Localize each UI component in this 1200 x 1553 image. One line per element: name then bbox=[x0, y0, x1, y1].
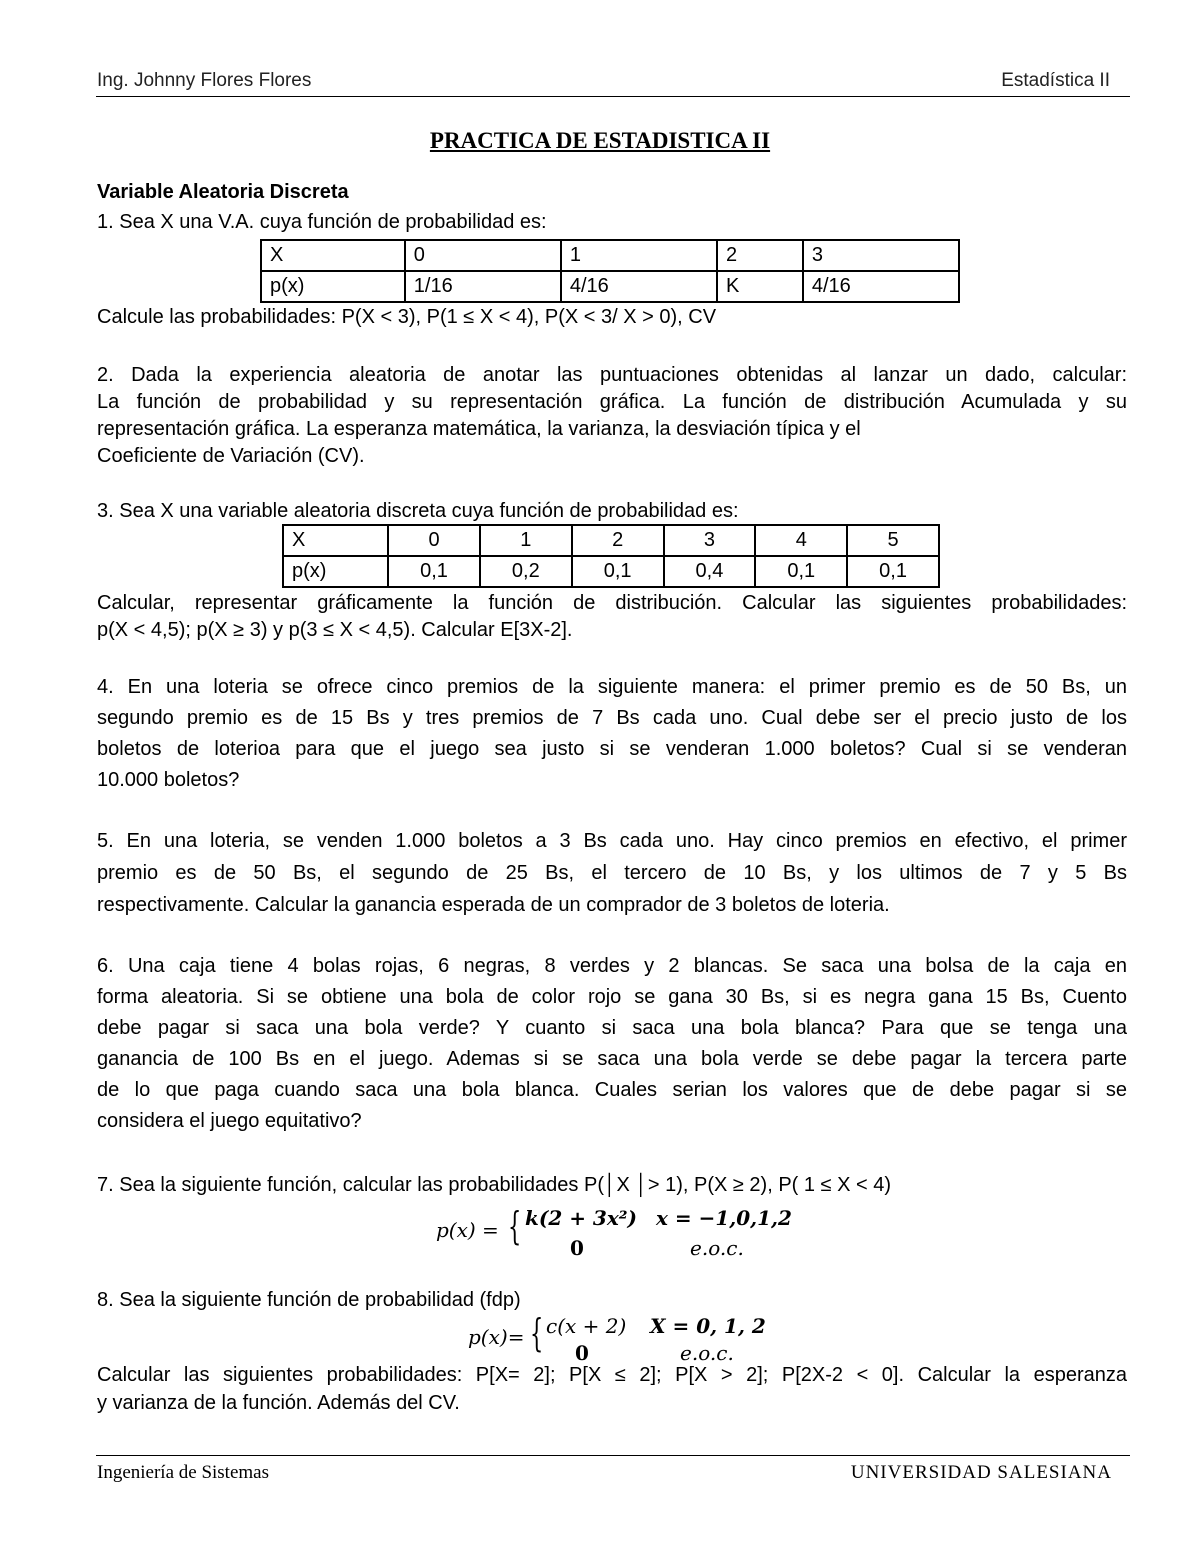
problem-4-line: 10.000 boletos? bbox=[97, 769, 240, 791]
formula-case1-expr: c(x + 2) bbox=[546, 1314, 627, 1338]
formula-case1-expr: k(2 + 3x²) bbox=[525, 1206, 637, 1230]
formula-brace: { bbox=[530, 1311, 544, 1355]
footer-university: UNIVERSIDAD SALESIANA bbox=[850, 1462, 1112, 1483]
problem-3-table bbox=[282, 524, 940, 588]
problem-8-question: y varianza de la función. Además del CV. bbox=[97, 1392, 460, 1414]
formula-case2-expr: 0 bbox=[575, 1341, 589, 1365]
table-cell: 0,1 bbox=[388, 556, 480, 587]
problem-7-intro: 7. Sea la siguiente función, calcular las probabilidades P(│X │> 1), P(X ≥ 2), P( 1 ≤ X < 4) bbox=[97, 1174, 892, 1196]
table-cell: 2 bbox=[717, 240, 803, 271]
table-cell: 1 bbox=[561, 240, 717, 271]
table-row bbox=[261, 271, 959, 302]
table-row bbox=[283, 556, 939, 587]
problem-6-line: ganancia de 100 Bs en el juego. Ademas si se saca una bola verde se debe pagar la tercera parte bbox=[97, 1048, 1127, 1070]
table-cell: 0 bbox=[388, 525, 480, 556]
formula-brace: { bbox=[508, 1204, 522, 1248]
table-cell: 2 bbox=[572, 525, 664, 556]
table-cell: 1/16 bbox=[405, 271, 561, 302]
problem-6-line: considera el juego equitativo? bbox=[97, 1110, 362, 1132]
problem-3-question: p(X < 4,5); p(X ≥ 3) y p(3 ≤ X < 4,5). Calcular E[3X-2]. bbox=[97, 619, 573, 641]
formula-case1-cond: x = −1,0,1,2 bbox=[656, 1206, 792, 1230]
header-rule bbox=[96, 96, 1130, 97]
problem-5-line: 5. En una loteria, se venden 1.000 boletos a 3 Bs cada uno. Hay cinco premios en efectivo, el primer bbox=[97, 830, 1127, 852]
problem-4-line: 4. En una loteria se ofrece cinco premios de la siguiente manera: el primer premio es de 50 Bs, un bbox=[97, 676, 1127, 698]
table-cell: p(x) bbox=[283, 556, 388, 587]
problem-1-question: Calcule las probabilidades: P(X < 3), P(1 ≤ X < 4), P(X < 3/ X > 0), CV bbox=[97, 306, 717, 328]
header-course: Estadística II bbox=[1001, 70, 1110, 91]
table-cell: 0,2 bbox=[480, 556, 572, 587]
page-title: PRACTICA DE ESTADISTICA II bbox=[429, 128, 771, 153]
table-row bbox=[283, 525, 939, 556]
problem-2-line: representación gráfica. La esperanza matemática, la varianza, la desviación típica y el bbox=[97, 418, 861, 440]
table-cell: 3 bbox=[803, 240, 959, 271]
table-cell: X bbox=[283, 525, 388, 556]
problem-6-line: debe pagar si saca una bola verde? Y cuanto si saca una bola blanca? Para que se tenga una bbox=[97, 1017, 1127, 1039]
problem-2-line: La función de probabilidad y su representación gráfica. La función de distribución Acumulada y su bbox=[97, 391, 1127, 413]
problem-1-table bbox=[260, 239, 960, 303]
table-row bbox=[261, 240, 959, 271]
header-author: Ing. Johnny Flores Flores bbox=[97, 70, 312, 91]
table-cell: 0,1 bbox=[755, 556, 847, 587]
problem-1-intro: 1. Sea X una V.A. cuya función de probabilidad es: bbox=[97, 211, 547, 233]
problem-8-question: Calcular las siguientes probabilidades: P[X= 2]; P[X ≤ 2]; P[X > 2]; P[2X-2 < 0]. Calcular la esperanza bbox=[97, 1364, 1127, 1386]
problem-6-line: de lo que paga cuando saca una bola blanca. Cuales serian los valores que de debe pagar si se bbox=[97, 1079, 1127, 1101]
problem-8-intro: 8. Sea la siguiente función de probabilidad (fdp) bbox=[97, 1289, 521, 1311]
formula-case2-cond: e.o.c. bbox=[680, 1341, 734, 1365]
problem-4-line: segundo premio es de 15 Bs y tres premios de 7 Bs cada uno. Cual debe ser el precio justo de los bbox=[97, 707, 1127, 729]
footer-rule bbox=[96, 1455, 1130, 1456]
table-cell: 5 bbox=[847, 525, 939, 556]
table-cell: 4 bbox=[755, 525, 847, 556]
table-cell: 0,1 bbox=[847, 556, 939, 587]
formula-case2-expr: 0 bbox=[570, 1236, 584, 1260]
table-cell: 1 bbox=[480, 525, 572, 556]
problem-2-line: Coeficiente de Variación (CV). bbox=[97, 445, 365, 467]
table-cell: K bbox=[717, 271, 803, 302]
table-cell: X bbox=[261, 240, 405, 271]
formula-lhs: p(x) = bbox=[436, 1218, 499, 1242]
problem-5-line: respectivamente. Calcular la ganancia esperada de un comprador de 3 boletos de loteria. bbox=[97, 894, 890, 916]
problem-6-line: forma aleatoria. Si se obtiene una bola de color rojo se gana 30 Bs, si es negra gana 15 Bs, Cuento bbox=[97, 986, 1127, 1008]
problem-2-line: 2. Dada la experiencia aleatoria de anotar las puntuaciones obtenidas al lanzar un dado, calcular: bbox=[97, 364, 1127, 386]
problem-4-line: boletos de loterioa para que el juego sea justo si se venderan 1.000 boletos? Cual si se venderan bbox=[97, 738, 1127, 760]
table-cell: 4/16 bbox=[803, 271, 959, 302]
table-cell: 3 bbox=[664, 525, 756, 556]
problem-3-intro: 3. Sea X una variable aleatoria discreta cuya función de probabilidad es: bbox=[97, 500, 739, 522]
footer-department: Ingeniería de Sistemas bbox=[97, 1462, 270, 1483]
formula-case1-cond: X = 0, 1, 2 bbox=[650, 1314, 766, 1338]
table-cell: 0,1 bbox=[572, 556, 664, 587]
table-cell: 0,4 bbox=[664, 556, 756, 587]
table-cell: p(x) bbox=[261, 271, 405, 302]
section-title: Variable Aleatoria Discreta bbox=[97, 181, 349, 203]
table-cell: 0 bbox=[405, 240, 561, 271]
table-cell: 4/16 bbox=[561, 271, 717, 302]
formula-lhs: p(x)= bbox=[468, 1325, 525, 1349]
formula-case2-cond: e.o.c. bbox=[690, 1236, 744, 1260]
problem-5-line: premio es de 50 Bs, el segundo de 25 Bs, el tercero de 10 Bs, y los ultimos de 7 y 5 Bs bbox=[97, 862, 1127, 884]
problem-6-line: 6. Una caja tiene 4 bolas rojas, 6 negras, 8 verdes y 2 blancas. Se saca una bolsa de la caja en bbox=[97, 955, 1127, 977]
problem-3-question: Calcular, representar gráficamente la función de distribución. Calcular las siguientes probabilidades: bbox=[97, 592, 1127, 614]
